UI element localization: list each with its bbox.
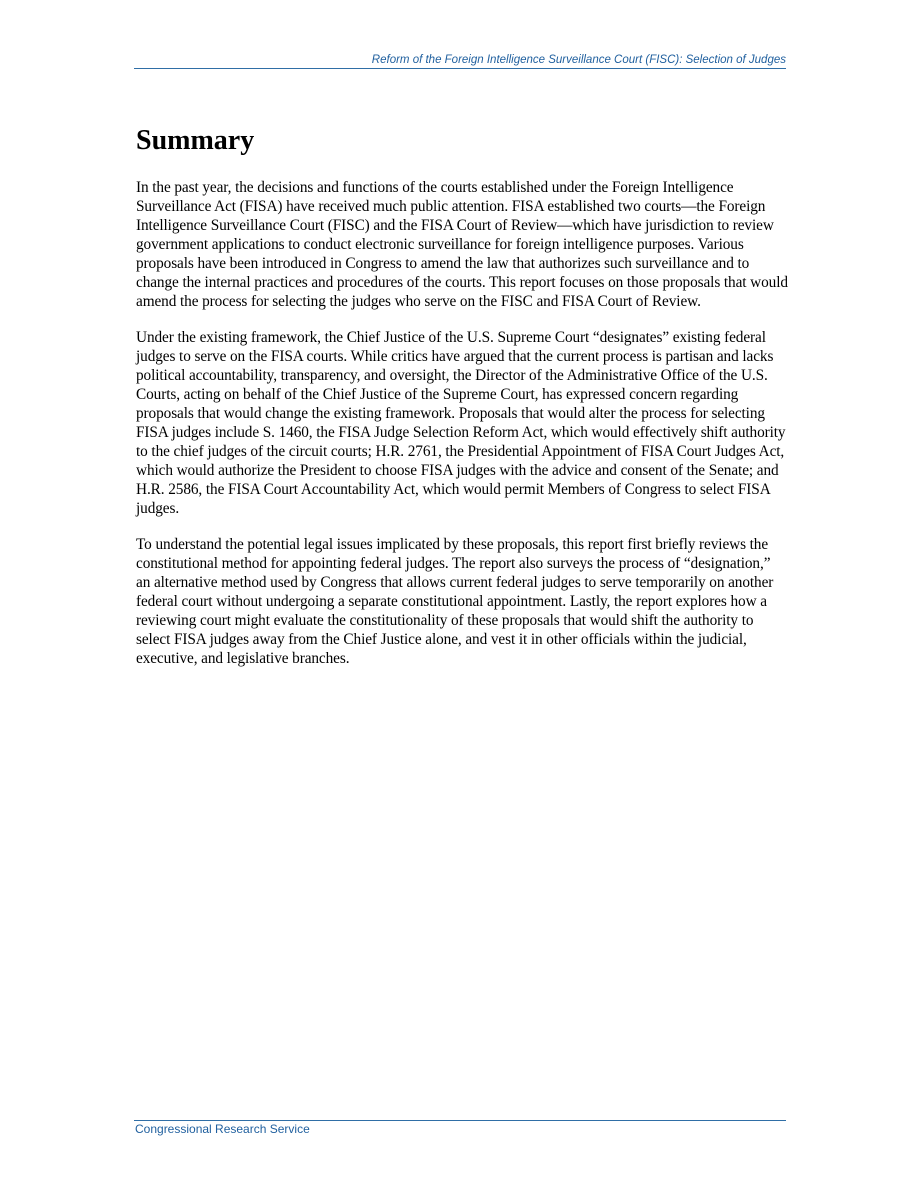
summary-paragraph-2: Under the existing framework, the Chief Justice of the U.S. Supreme Court “designates” existing federal judges to serve on the FISA courts. While critics have argued that the current process is partisan and lacks political accountability, transparency, and oversight, the Director of the Administrative Office of the U.S. Courts, acting on behalf of the Chief Justice of the Supreme Court, has expressed concern regarding proposals that would change the existing framework. Proposals that would alter the process for selecting FISA judges include S. 1460, the FISA Judge Selection Reform Act, which would effectively shift authority to the chief judges of the circuit courts; H.R. 2761, the Presidential Appointment of FISA Court Judges Act, which would authorize the President to choose FISA judges with the advice and consent of the Senate; and H.R. 2586, the FISA Court Accountability Act, which would permit Members of Congress to select FISA judges. [136,329,786,517]
summary-paragraph-1: In the past year, the decisions and functions of the courts established under the Foreign Intelligence Surveillance Act (FISA) have received much public attention. FISA established two courts—the Foreign Intelligence Surveillance Court (FISC) and the FISA Court of Review—which have jurisdiction to review government applications to conduct electronic surveillance for foreign intelligence purposes. Various proposals have been introduced in Congress to amend the law that authorizes such surveillance and to change the internal practices and procedures of the courts. This report focuses on those proposals that would amend the process for selecting the judges who serve on the FISC and FISA Court of Review. [136,179,788,310]
header-divider [134,68,786,69]
page-title: Summary [136,125,255,156]
footer-divider [134,1120,786,1121]
running-header: Reform of the Foreign Intelligence Surveillance Court (FISC): Selection of Judges [371,54,786,66]
summary-paragraph-3: To understand the potential legal issues implicated by these proposals, this report first briefly reviews the constitutional method for appointing federal judges. The report also surveys the process of “designation,” an alternative method used by Congress that allows current federal judges to serve temporarily on another federal court without undergoing a separate constitutional appointment. Lastly, the report explores how a reviewing court might evaluate the constitutionality of these proposals that would shift the authority to select FISA judges away from the Chief Justice alone, and vest it in other officials within the judicial, executive, and legislative branches. [136,536,774,667]
summary-body [136,178,788,685]
footer-publisher: Congressional Research Service [135,1122,310,1136]
